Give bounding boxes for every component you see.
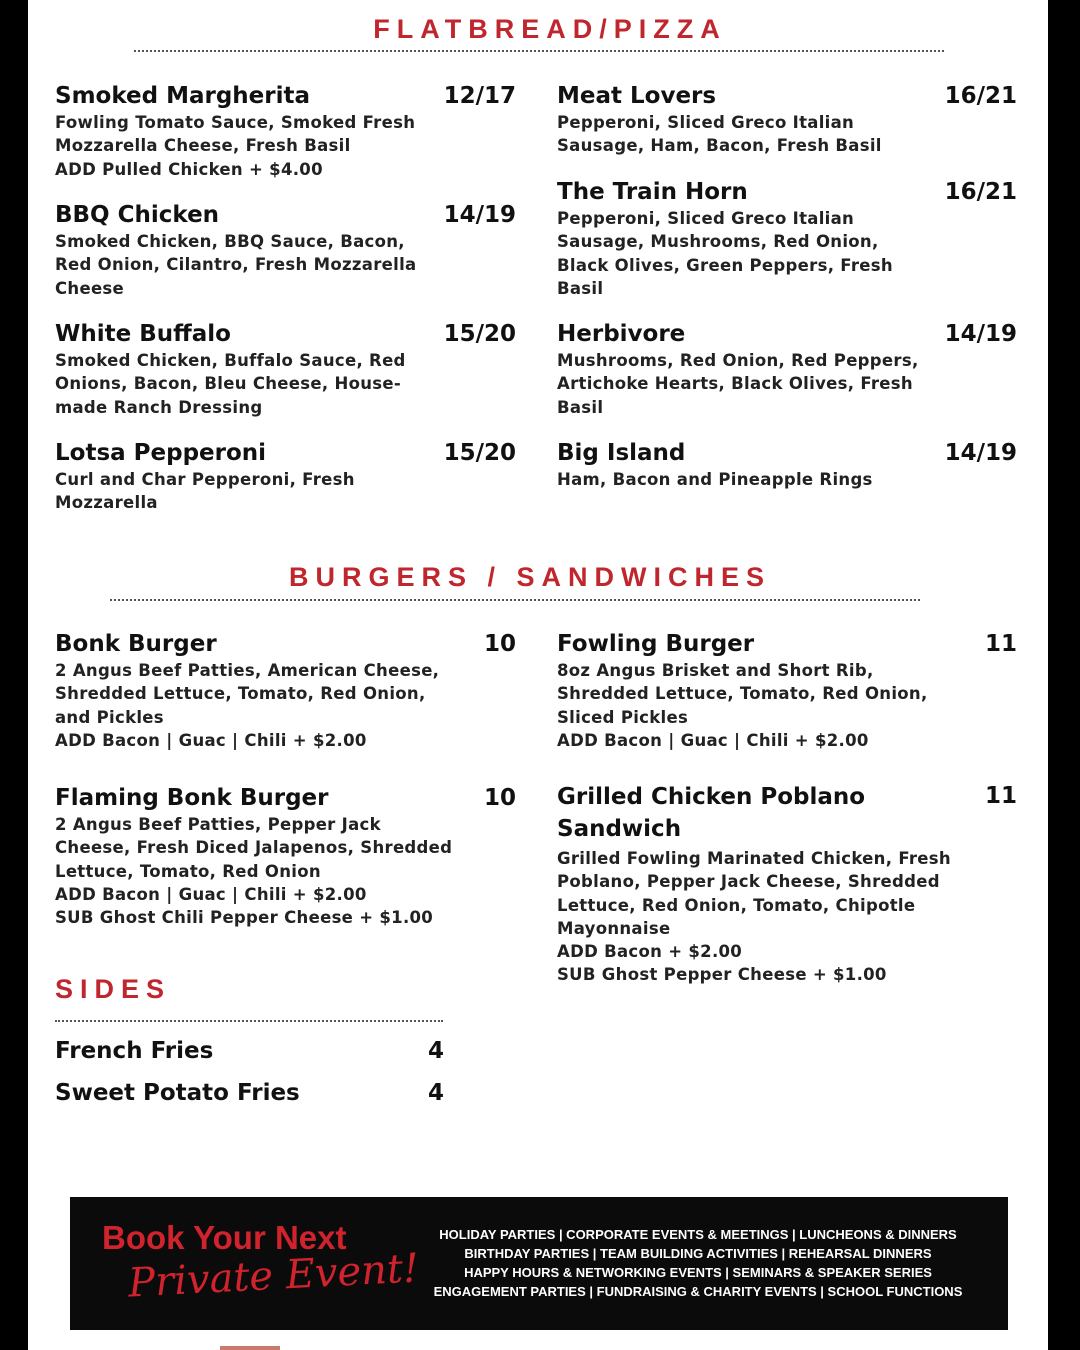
item-name: White Buffalo	[55, 321, 231, 347]
menu-item-white-buffalo	[55, 319, 406, 419]
side-item-french-fries	[55, 1036, 213, 1066]
item-price: 14/19	[443, 202, 516, 228]
item-desc-line: ADD Bacon | Guac | Chili + $2.00	[557, 730, 869, 750]
item-price: 10	[483, 631, 516, 657]
sides-divider	[55, 1020, 443, 1022]
item-desc-line: SUB Ghost Pepper Cheese + $1.00	[557, 965, 887, 985]
item-desc-line: Smoked Chicken, BBQ Sauce, Bacon,	[55, 232, 405, 251]
item-price: 4	[427, 1080, 444, 1106]
item-desc-line: Lettuce, Tomato, Red Onion	[55, 861, 321, 881]
item-price: 14/19	[944, 321, 1017, 347]
bottom-decor-strip	[220, 1346, 280, 1350]
item-desc-line: Shredded Lettuce, Tomato, Red Onion,	[55, 684, 426, 704]
menu-item-the-train-horn	[557, 177, 893, 300]
menu-item-flaming-bonk-burger	[55, 783, 452, 929]
item-desc-line: Smoked Chicken, Buffalo Sauce, Red	[55, 351, 406, 370]
burgers-divider	[110, 599, 920, 601]
item-price: 14/19	[944, 440, 1017, 466]
banner-title: Book Your Next	[102, 1219, 347, 1256]
flatbread-section-title: FLATBREAD/PIZZA	[373, 14, 727, 44]
item-price: 11	[984, 783, 1017, 809]
item-price: 11	[984, 631, 1017, 657]
item-desc-line: Shredded Lettuce, Tomato, Red Onion,	[557, 684, 928, 704]
menu-item-fowling-burger	[557, 629, 928, 752]
item-name: Big Island	[557, 440, 686, 466]
item-price: 15/20	[443, 440, 516, 466]
item-price: 15/20	[443, 321, 516, 347]
item-desc-line: Poblano, Pepper Jack Cheese, Shredded	[557, 872, 940, 892]
item-desc-line: 2 Angus Beef Patties, Pepper Jack	[55, 815, 381, 834]
item-desc-line: ADD Bacon | Guac | Chili + $2.00	[55, 884, 367, 904]
item-desc-line: SUB Ghost Chili Pepper Cheese + $1.00	[55, 908, 434, 928]
side-item-sweet-potato-fries	[55, 1078, 300, 1108]
item-name: Smoked Margherita	[55, 83, 311, 109]
item-desc-line: Cheese, Fresh Diced Jalapenos, Shredded	[55, 838, 453, 858]
flatbread-divider	[134, 50, 944, 52]
private-event-banner	[70, 1197, 1008, 1330]
item-price: 16/21	[944, 83, 1017, 109]
banner-script-title: Private Event!	[126, 1245, 421, 1307]
item-desc-line: Black Olives, Green Peppers, Fresh	[557, 255, 893, 275]
item-desc-line: Sliced Pickles	[557, 707, 689, 727]
item-desc-line: Pepperoni, Sliced Greco Italian	[557, 113, 855, 132]
item-name: Fowling Burger	[557, 631, 755, 657]
item-name: BBQ Chicken	[55, 202, 220, 228]
item-desc-line: Mushrooms, Red Onion, Red Peppers,	[557, 351, 919, 370]
item-desc-line: Red Onion, Cilantro, Fresh Mozzarella	[55, 255, 417, 275]
menu-item-bbq-chicken	[55, 200, 416, 300]
item-desc-line: Pepperoni, Sliced Greco Italian	[557, 209, 855, 228]
item-desc-line: Mayonnaise	[557, 918, 671, 938]
item-desc-line: Grilled Fowling Marinated Chicken, Fresh	[557, 849, 951, 868]
item-desc-line: Onions, Bacon, Bleu Cheese, House-	[55, 374, 402, 394]
item-desc-line: Cheese	[55, 278, 125, 298]
item-name: Lotsa Pepperoni	[55, 440, 267, 466]
menu-item-herbivore	[557, 319, 919, 419]
item-desc-line: 8oz Angus Brisket and Short Rib,	[557, 661, 874, 680]
menu-item-bonk-burger	[55, 629, 439, 752]
banner-event-list	[408, 1225, 988, 1301]
item-desc-line: Mozzarella	[55, 493, 158, 513]
item-name-line-2: Sandwich	[557, 816, 682, 842]
menu-page	[28, 0, 1048, 1350]
item-name: Herbivore	[557, 321, 686, 347]
item-desc-line: ADD Pulled Chicken + $4.00	[55, 159, 323, 179]
banner-line: BIRTHDAY PARTIES | TEAM BUILDING ACTIVITIES | REHEARSAL DINNERS	[464, 1246, 932, 1261]
menu-item-smoked-margherita	[55, 81, 415, 181]
menu-item-big-island	[557, 438, 873, 491]
item-desc-line: Basil	[557, 278, 604, 298]
item-desc-line: made Ranch Dressing	[55, 397, 263, 417]
item-desc-line: Sausage, Ham, Bacon, Fresh Basil	[557, 136, 882, 156]
item-name: Sweet Potato Fries	[55, 1080, 300, 1106]
menu-item-grilled-chicken-poblano	[557, 781, 951, 987]
item-name: Flaming Bonk Burger	[55, 785, 329, 811]
item-desc-line: 2 Angus Beef Patties, American Cheese,	[55, 661, 440, 680]
item-desc-line: Basil	[557, 397, 604, 417]
sides-section-title: SIDES	[55, 974, 172, 1004]
item-price: 16/21	[944, 179, 1017, 205]
item-desc-line: and Pickles	[55, 707, 164, 727]
item-price: 4	[427, 1038, 444, 1064]
item-desc-line: Sausage, Mushrooms, Red Onion,	[557, 232, 879, 252]
menu-item-lotsa-pepperoni	[55, 438, 355, 515]
menu-item-meat-lovers	[557, 81, 882, 158]
item-name: Grilled Chicken Poblano	[557, 784, 866, 810]
item-name: The Train Horn	[557, 179, 748, 205]
burgers-section-title: BURGERS / SANDWICHES	[288, 562, 772, 592]
item-price: 12/17	[443, 83, 516, 109]
item-name: French Fries	[55, 1038, 214, 1064]
banner-line: HOLIDAY PARTIES | CORPORATE EVENTS & MEETINGS | LUNCHEONS & DINNERS	[439, 1227, 957, 1242]
item-desc-line: Curl and Char Pepperoni, Fresh	[55, 470, 355, 489]
banner-line: ENGAGEMENT PARTIES | FUNDRAISING & CHARITY EVENTS | SCHOOL FUNCTIONS	[433, 1284, 963, 1299]
item-desc-line: Artichoke Hearts, Black Olives, Fresh	[557, 374, 913, 394]
item-desc-line: Fowling Tomato Sauce, Smoked Fresh	[55, 113, 416, 132]
item-desc-line: ADD Bacon | Guac | Chili + $2.00	[55, 730, 367, 750]
item-desc-line: Mozzarella Cheese, Fresh Basil	[55, 136, 351, 156]
item-desc-line: Ham, Bacon and Pineapple Rings	[557, 470, 873, 489]
item-name: Meat Lovers	[557, 83, 717, 109]
item-name: Bonk Burger	[55, 631, 217, 657]
item-desc-line: Lettuce, Red Onion, Tomato, Chipotle	[557, 895, 916, 915]
item-price: 10	[483, 785, 516, 811]
banner-line: HAPPY HOURS & NETWORKING EVENTS | SEMINARS & SPEAKER SERIES	[464, 1265, 932, 1280]
item-desc-line: ADD Bacon + $2.00	[557, 942, 743, 962]
